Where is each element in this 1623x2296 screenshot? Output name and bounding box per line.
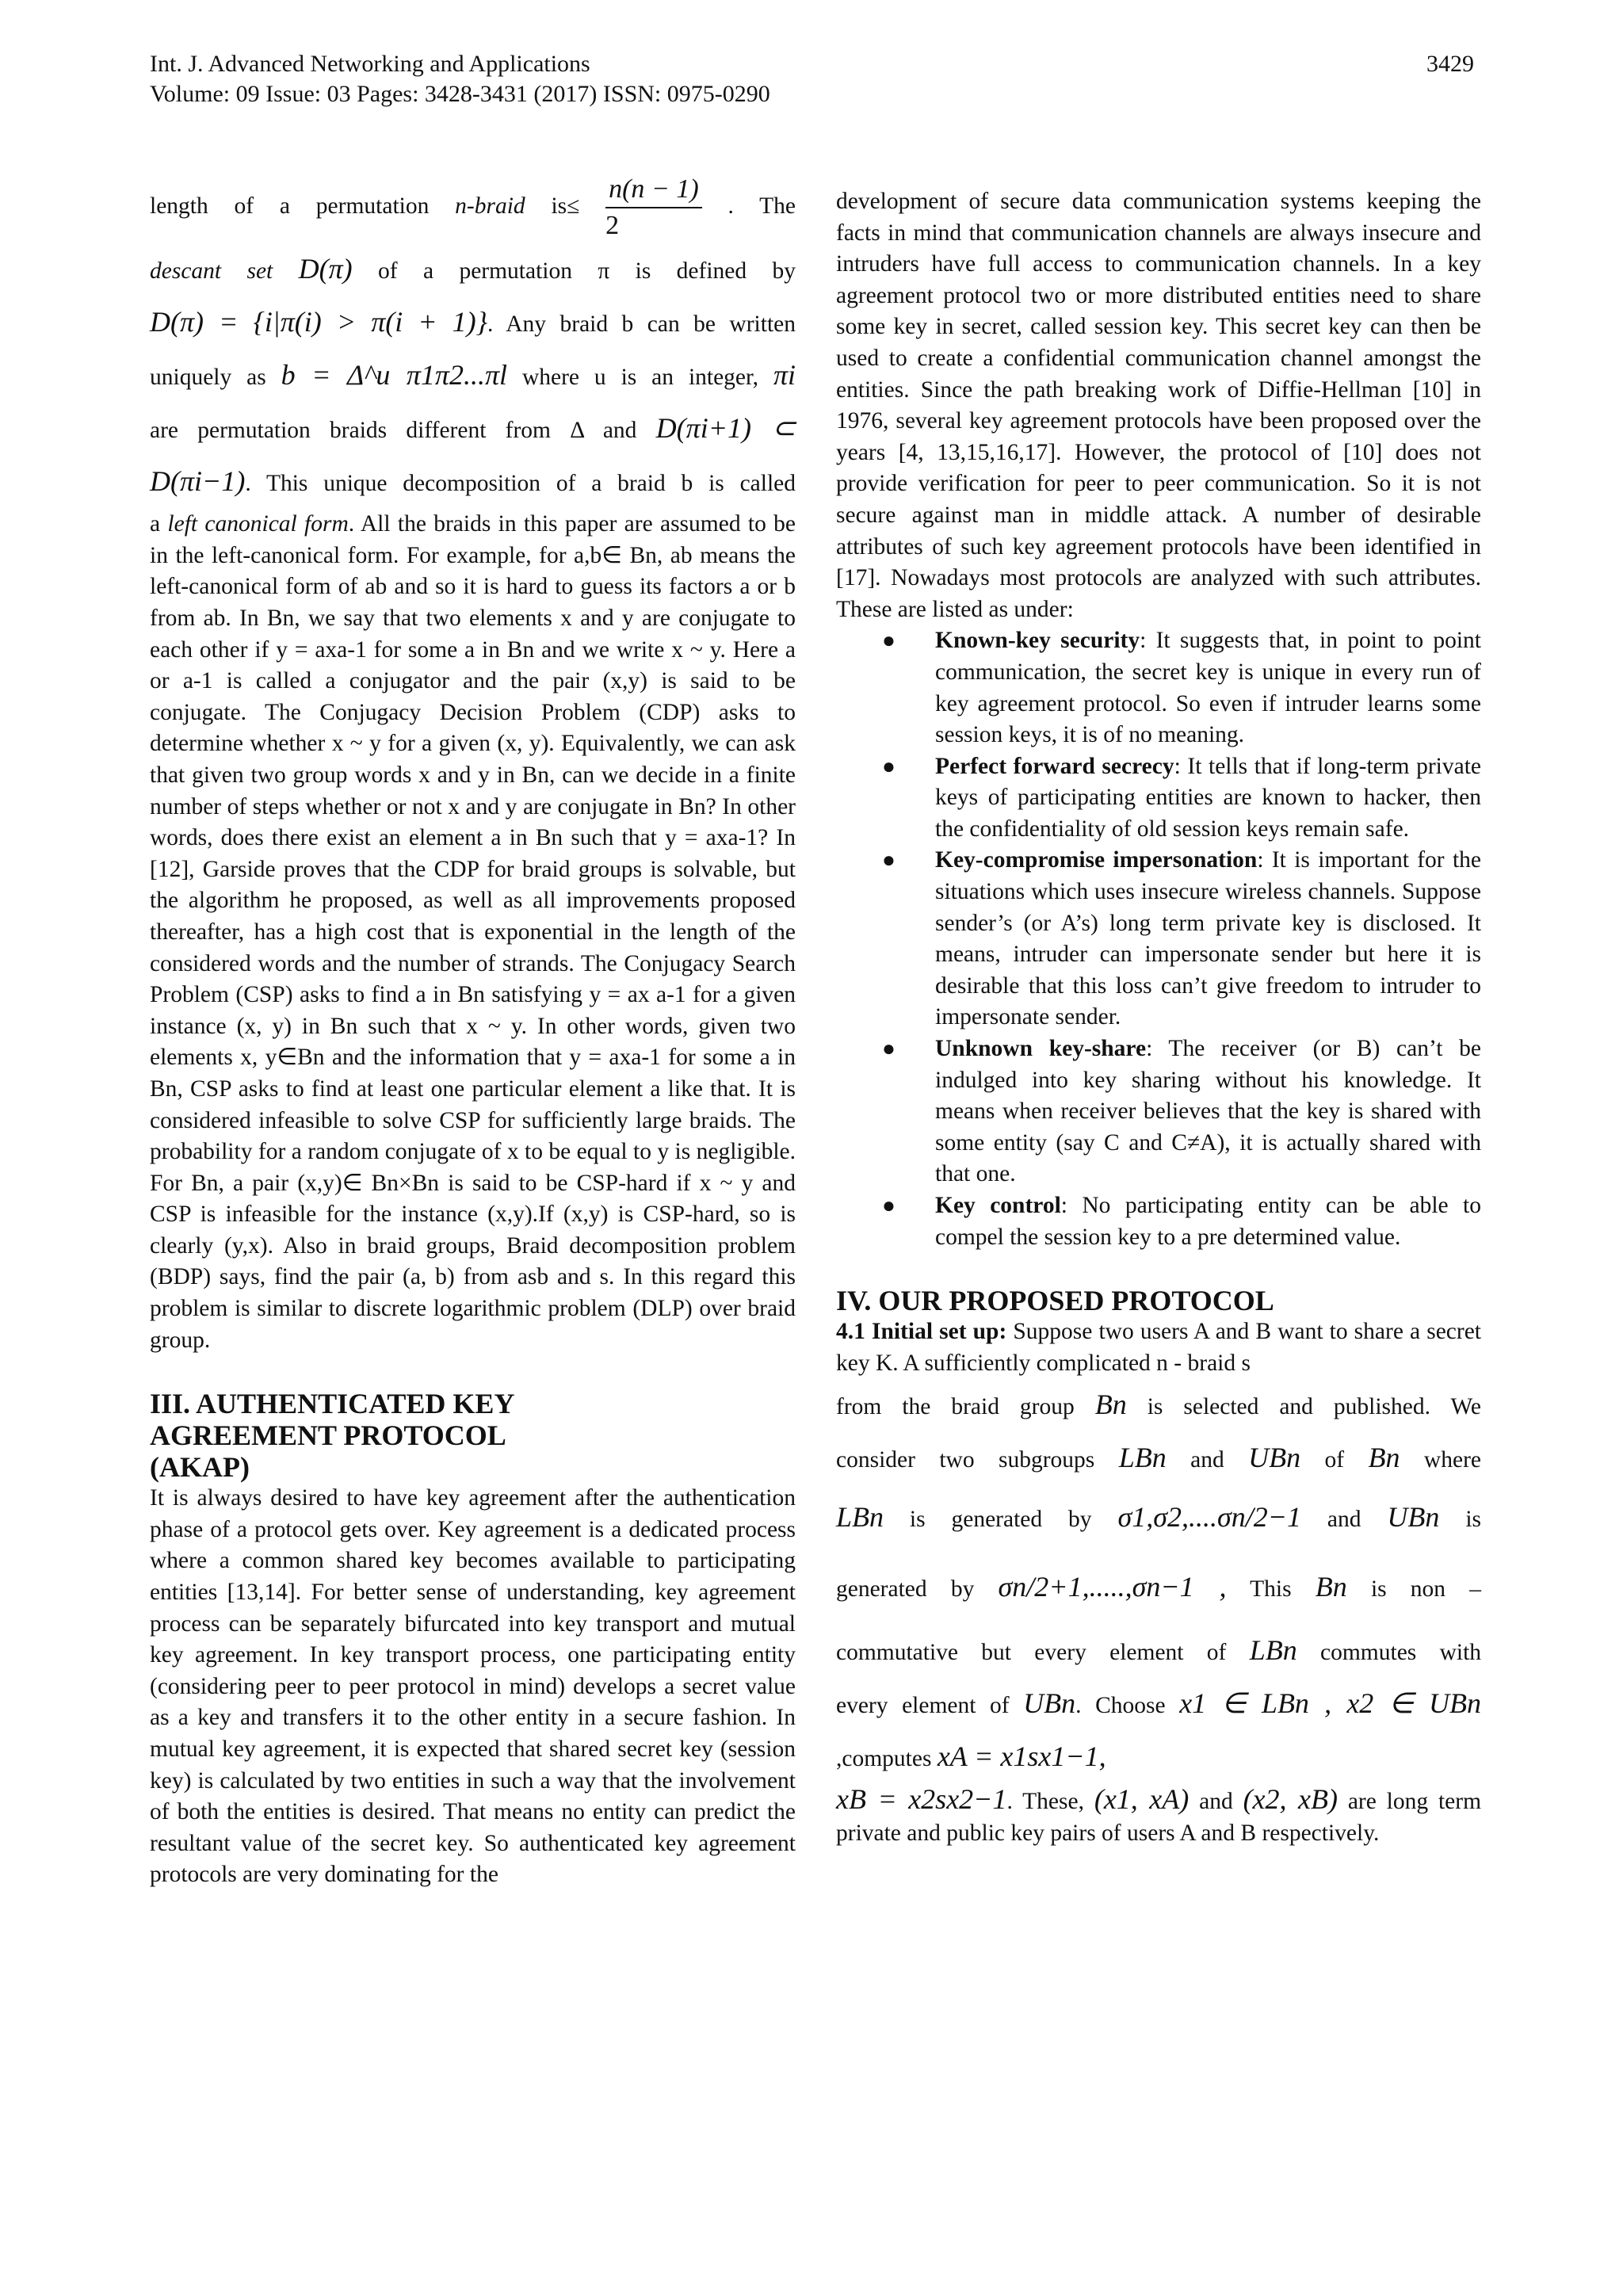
- list-item: ● Unknown key-share: The receiver (or B) can’t be indulged into key sharing without his knowledge. It means when receiver believes that the key is shared with some entity (say C and C≠A), it is actually shared with that one.: [836, 1033, 1481, 1190]
- bullet-icon: ●: [882, 628, 896, 654]
- list-item: ● Key control: No participating entity can be able to compel the session key to a pre determined value.: [836, 1190, 1481, 1253]
- key-pairs-paragraph: xB = x2sx2−1. These, (x1, xA) and (x2, xB) are long term private and public key pairs of users A and B respectively.: [836, 1783, 1482, 1846]
- commutative-line: commutative but every element of LBn commutes with: [836, 1634, 1482, 1667]
- right-intro-paragraph: development of secure data communication systems keeping the facts in mind that communication channels are always insecure and intruders have full access to communication channels. In a key agreement protocol two or more distributed entities need to share some key in secret, called session key. This secret key can then be used to create a confidential communication channel amongst the entities. Since the path breaking work of Diffie-Hellman [10] in 1976, several key agreement protocols have been proposed over the years [4, 13,15,16,17]. However, the protocol of [10] does not provide verification for peer to peer communication. So it is not secure against man in middle attack. A number of desirable attributes of such key agreement protocols have been identified in [17]. Nowadays most protocols are analyzed with such attributes. These are listed as under:: [836, 189, 1481, 622]
- section4-heading: IV. OUR PROPOSED PROTOCOL: [836, 1285, 1274, 1317]
- braid-group-line: from the braid group Bn is selected and published. We: [836, 1389, 1482, 1421]
- section3-heading: III. AUTHENTICATED KEY AGREEMENT PROTOCOL (AKAP): [150, 1388, 514, 1484]
- subgroups-line: consider two subgroups LBn and UBn of Bn where: [836, 1442, 1481, 1474]
- descant-definition-line: D(π) = {i|π(i) > π(i + 1)}. Any braid b can be written: [150, 306, 796, 338]
- permutation-braids-line: are permutation braids different from Δ and D(πi+1) ⊂: [150, 412, 796, 445]
- max-length-fraction: $\frac{n(n - 1)}{2}$: [605, 172, 702, 243]
- attribute-list: [836, 625, 1481, 1253]
- right-column: [836, 186, 1481, 1850]
- descant-set-line: descant set D(π) of a permutation π is defined by: [150, 253, 796, 285]
- list-item: ● Known-key security: It suggests that, in point to point communication, the secret key is unique in every run of key agreement protocol. So even if intruder learns some session keys, it is of no meaning.: [836, 625, 1481, 751]
- bullet-icon: ●: [882, 754, 896, 779]
- list-item: ● Perfect forward secrecy: It tells that if long-term private keys of participating entities are known to hacker, then the confidentiality of old session keys remain safe.: [836, 751, 1481, 846]
- section3-body: It is always desired to have key agreement after the authentication phase of a protocol gets over. Key agreement is a dedicated process where a common shared key becomes available to participating entities [13,14]. For better sense of understanding, key agreement process can be separately bifurcated into key transport and mutual key agreement. In key transport process, one participating entity (considering peer to peer protocol in mind) develops a secret value as a key and transfers it to the other entity in a secure fashion. In mutual key agreement, it is expected that shared secret key (session key) is calculated by two entities in such a way that the involvement of both the entities is desired. That means no entity can predict the resultant value of the secret key. So authenticated key agreement protocols are very dominating for the: [150, 1485, 796, 1888]
- canonical-decomposition-line: uniquely as b = Δ^u π1π2...πl where u is an integer, πi: [150, 359, 796, 392]
- bullet-icon: ●: [882, 1194, 896, 1218]
- unique-decomposition-line: D(πi−1). This unique decomposition of a braid b is called: [150, 465, 796, 498]
- left-body-paragraph: a left canonical form. All the braids in this paper are assumed to be in the left-canonical form. For example, for a,b∈ Bn, ab means the left-canonical form of ab and so it is hard to guess its factors a or b from ab. In Bn, we say that two elements x and y are conjugate to each other if y = axa-1 for some a in Bn and we write x ~ y. Here a or a-1 is called a conjugator and the pair (x,y) is said to be conjugate. The Conjugacy Decision Problem (CDP) asks to determine whether x ~ y for a given (x, y). Equivalently, we can ask that given two group words x and y in Bn, can we decide in a finite number of steps whether or not x and y are conjugate in Bn? In other words, does there exist an element a in Bn such that y = axa-1? In [12], Garside proves that the CDP for braid groups is solvable, but the algorithm he proposed, as well as all improvements proposed thereafter, has a high cost that is exponential in the length of the considered words and the number of strands. The Conjugacy Search Problem (CSP) asks to find a in Bn satisfying y = ax a-1 for a given instance (x, y) in Bn such that x ~ y. In other words, given two elements x, y∈Bn and the information that y = axa-1 for some a in Bn, CSP asks to find at least one particular element a like that. It is considered infeasible to solve CSP for sufficiently large braids. The probability for a random conjugate of x to be equal to y is negligible. For Bn, a pair (x,y)∈ Bn×Bn is said to be CSP-hard if x ~ y and CSP is infeasible for the instance (x,y).If (x,y) is CSP-hard, so is clearly (y,x). Also in braid groups, Braid decomposition problem (BDP) says, find the pair (a, b) from asb and s. In this regard this problem is similar to discrete logarithmic problem (DLP) over braid group.: [150, 511, 796, 1353]
- issue-info: Volume: 09 Issue: 03 Pages: 3428-3431 (2017) ISSN: 0975-0290: [150, 81, 770, 107]
- page-number: 3429: [1426, 51, 1474, 77]
- running-header: [150, 49, 770, 109]
- left-column: [150, 174, 796, 1891]
- computes-line: ,computes xA = x1sx1−1,: [836, 1740, 1106, 1773]
- upper-generators-line: generated by σn/2+1,.....,σn−1 , This Bn is non –: [836, 1571, 1481, 1603]
- bullet-icon: ●: [882, 1037, 896, 1062]
- bullet-icon: ●: [882, 848, 896, 873]
- choose-line: every element of UBn. Choose x1 ∈ LBn , x2 ∈ UBn: [836, 1687, 1482, 1720]
- permutation-length-line: length of a permutation n-braid is≤ $\frac{n(n - 1)}{2}$ . The: [150, 170, 796, 243]
- initial-setup-paragraph: 4.1 Initial set up: Suppose two users A and B want to share a secret key K. A sufficiently complicated n - braid s: [836, 1319, 1481, 1376]
- list-item: ● Key-compromise impersonation: It is important for the situations which uses insecure wireless channels. Suppose sender’s (or A’s) long term private key is disclosed. It means, intruder can impersonate sender but here it is desirable that this loss can’t give freedom to intruder to impersonate sender.: [836, 845, 1481, 1033]
- lower-generators-line: LBn is generated by σ1,σ2,....σn/2−1 and UBn is: [836, 1501, 1482, 1534]
- journal-title: Int. J. Advanced Networking and Applications: [150, 51, 590, 77]
